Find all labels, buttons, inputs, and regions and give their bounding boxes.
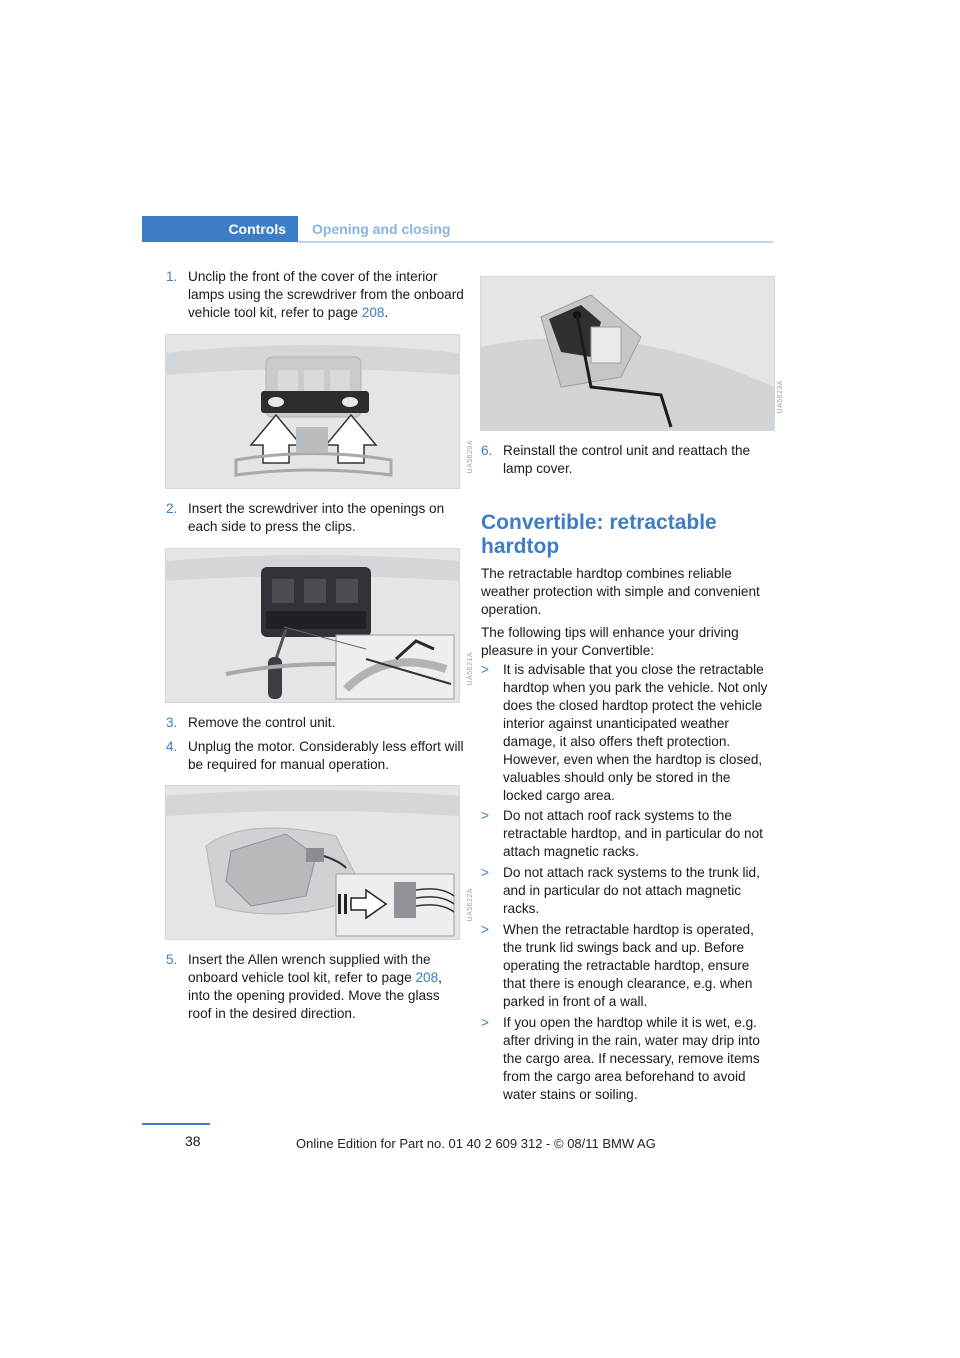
bullet-marker: >	[481, 808, 489, 823]
figure-code: UA5620A	[467, 440, 474, 474]
section-heading: Convertible: retractable hardtop	[481, 511, 717, 558]
figure-code: UA5623A	[777, 380, 784, 414]
step-text: Insert the screwdriver into the openings on each side to press the clips.	[188, 501, 445, 534]
list-item-text: Do not attach rack systems to the trunk lid, and in particular do not attach magnetic racks.	[503, 865, 760, 916]
bullet-marker: >	[481, 662, 489, 677]
step-text: Unclip the front of the cover of the interior lamps using the screwdriver from the onboard vehicle tool kit, refer to page 208.	[188, 269, 464, 320]
page-link[interactable]: 208	[361, 305, 385, 320]
figure-control-unit	[165, 785, 460, 940]
page-number-rule	[142, 1123, 210, 1125]
bullet-marker: >	[481, 1015, 489, 1030]
step-number: 6.	[481, 443, 493, 458]
header-rule	[298, 241, 773, 243]
list-item-text: It is advisable that you close the retractable hardtop when you park the vehicle. Not only does the closed hardtop protect the vehicle interior against unanticipated weather damage, it also offers theft protection. However, even when the hardtop is closed, valuables should only be stored in the locked cargo area.	[503, 662, 768, 803]
chapter-label: Controls	[228, 221, 286, 237]
step-number: 3.	[166, 715, 178, 730]
figure-lamp-cover	[165, 334, 460, 489]
figure-allen-wrench	[480, 276, 775, 431]
step-number: 5.	[166, 952, 178, 967]
step-number: 4.	[166, 739, 178, 754]
step-text: Remove the control unit.	[188, 715, 336, 730]
list-item-text: If you open the hardtop while it is wet, e.g. after driving in the rain, water may drip into the cargo area. If necessary, remove items from the cargo area beforehand to avoid water stains or soiling.	[503, 1015, 760, 1102]
list-item-text: When the retractable hardtop is operated, the trunk lid swings back and up. Before operating the retractable hardtop, ensure that there is enough clearance, e.g. when parked in front of a wall.	[503, 922, 754, 1009]
figure-code: UA5621A	[467, 652, 474, 686]
intro-paragraph: The following tips will enhance your driving pleasure in your Convertible:	[481, 625, 739, 658]
figure-code: UA5622A	[467, 888, 474, 922]
intro-paragraph: The retractable hardtop combines reliable weather protection with simple and convenient operation.	[481, 566, 760, 617]
bullet-marker: >	[481, 922, 489, 937]
step-text: Unplug the motor. Considerably less effort will be required for manual operation.	[188, 739, 464, 772]
page-link[interactable]: 208	[415, 970, 439, 985]
step-text: Reinstall the control unit and reattach the lamp cover.	[503, 443, 751, 476]
list-item-text: Do not attach roof rack systems to the retractable hardtop, and in particular do not attach magnetic racks.	[503, 808, 763, 859]
page-number: 38	[185, 1133, 201, 1149]
step-number: 1.	[166, 269, 178, 284]
bullet-marker: >	[481, 865, 489, 880]
figure-screwdriver	[165, 548, 460, 703]
chapter-tab	[142, 216, 298, 242]
step-text: Insert the Allen wrench supplied with the onboard vehicle tool kit, refer to page 208, into the opening provided. Move the glass roof in the desired direction.	[188, 952, 442, 1021]
footer-edition: Online Edition for Part no. 01 40 2 609 312 - © 08/11 BMW AG	[296, 1136, 656, 1151]
step-number: 2.	[166, 501, 178, 516]
section-breadcrumb: Opening and closing	[312, 221, 451, 237]
